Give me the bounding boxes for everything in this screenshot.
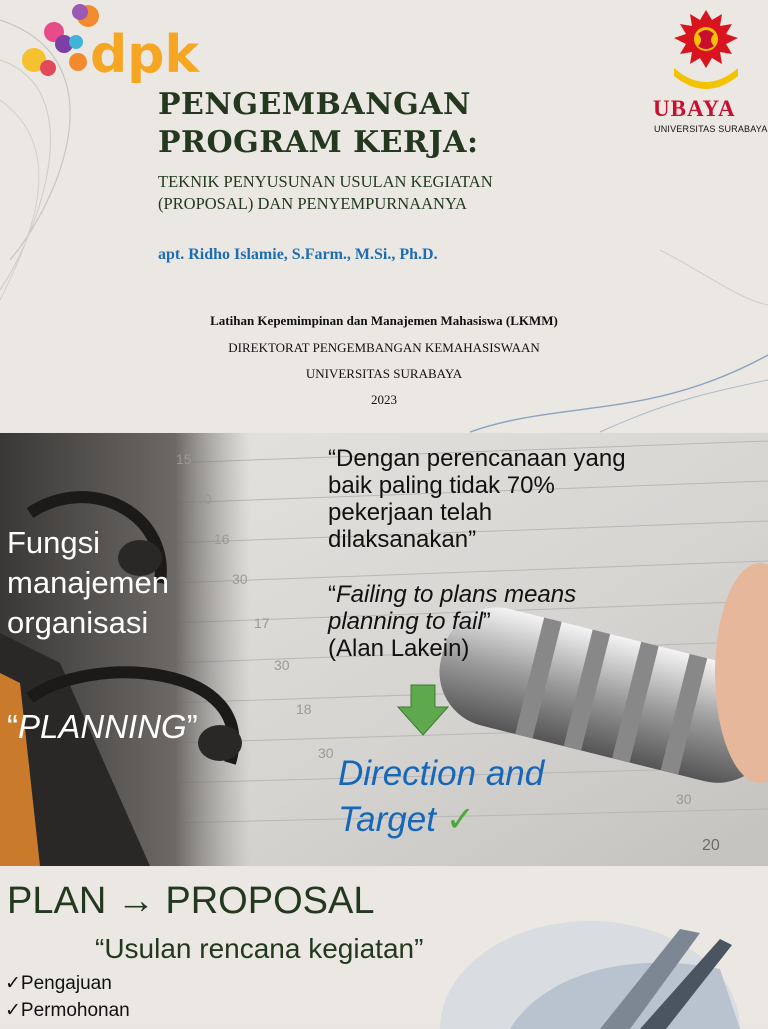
organization-name: DIREKTORAT PENGEMBANGAN KEMAHASISWAAN (228, 340, 540, 355)
ubaya-subtitle: UNIVERSITAS SURABAYA (654, 124, 768, 134)
list-item: ✓Pengajuan (5, 973, 112, 994)
quote-line: Failing to plans means (336, 581, 577, 608)
dpk-logo-icon (18, 2, 200, 85)
close-quote: ” (186, 708, 198, 745)
planning-word: PLANNING (18, 708, 187, 745)
page-number: 30 (196, 491, 212, 507)
dpk-logo (18, 2, 200, 85)
direction-target-text (338, 751, 544, 843)
quote-line: planning to fail (328, 608, 483, 635)
subtitle-line-2: (PROPOSAL) DAN PENYEMPURNAANYA (158, 194, 467, 213)
title-line-1: PENGEMBANGAN (158, 87, 471, 122)
planning-label (7, 708, 198, 746)
page-number: 30 (676, 791, 692, 807)
event-name: Latihan Kepemimpinan dan Manajemen Mahasiswa (LKMM) (210, 313, 558, 328)
page-number: 30 (232, 571, 248, 587)
down-arrow-icon (398, 685, 448, 737)
check-icon: ✓ (445, 800, 476, 839)
page-number: 30 (318, 745, 334, 761)
ubaya-name: UBAYA (653, 96, 736, 121)
close-quote: ” (482, 608, 491, 635)
decorative-image (420, 919, 768, 1029)
quote-block (328, 445, 626, 553)
page-number: 18 (296, 701, 312, 717)
quote-line: baik paling tidak 70% (328, 472, 555, 499)
direction-line: Direction and (338, 754, 545, 793)
page-number: 17 (254, 615, 270, 631)
proposal-slide (0, 867, 768, 1024)
subtitle-line-1: TEKNIK PENYUSUNAN USULAN KEGIATAN (158, 172, 493, 191)
page-number: 20 (702, 837, 720, 854)
quote-line: pekerjaan telah (328, 499, 493, 526)
quote-line: “Dengan perencanaan yang (328, 445, 626, 472)
quote-line: dilaksanakan” (328, 526, 477, 553)
direction-line: Target (338, 800, 436, 839)
title-line-2: PROGRAM KERJA: (158, 125, 479, 160)
title-slide (0, 0, 768, 432)
open-quote: “ (328, 581, 336, 608)
text-line: organisasi (7, 605, 149, 640)
dpk-wordmark: dpk (90, 25, 200, 85)
page-number: 16 (214, 531, 230, 547)
page-number: 15 (176, 451, 192, 467)
management-function-text (7, 523, 169, 643)
university-name: UNIVERSITAS SURABAYA (305, 366, 463, 381)
text-line: manajemen (7, 565, 169, 600)
open-quote: “ (7, 708, 18, 745)
quote-author: (Alan Lakein) (328, 635, 470, 662)
slide-title: PLAN → PROPOSAL (7, 880, 375, 922)
slide-subtitle (158, 171, 493, 215)
page-number: 30 (274, 657, 290, 673)
year: 2023 (371, 392, 397, 407)
text-line: Fungsi (7, 525, 101, 560)
planning-slide (0, 433, 768, 866)
slide-title (158, 86, 479, 162)
author-name: apt. Ridho Islamie, S.Farm., M.Si., Ph.D. (158, 246, 438, 263)
list-item: ✓Permohonan (5, 1000, 130, 1021)
slide-subtitle: “Usulan rencana kegiatan” (95, 933, 424, 964)
lakein-quote (328, 581, 576, 662)
ubaya-crest-icon (668, 6, 744, 92)
